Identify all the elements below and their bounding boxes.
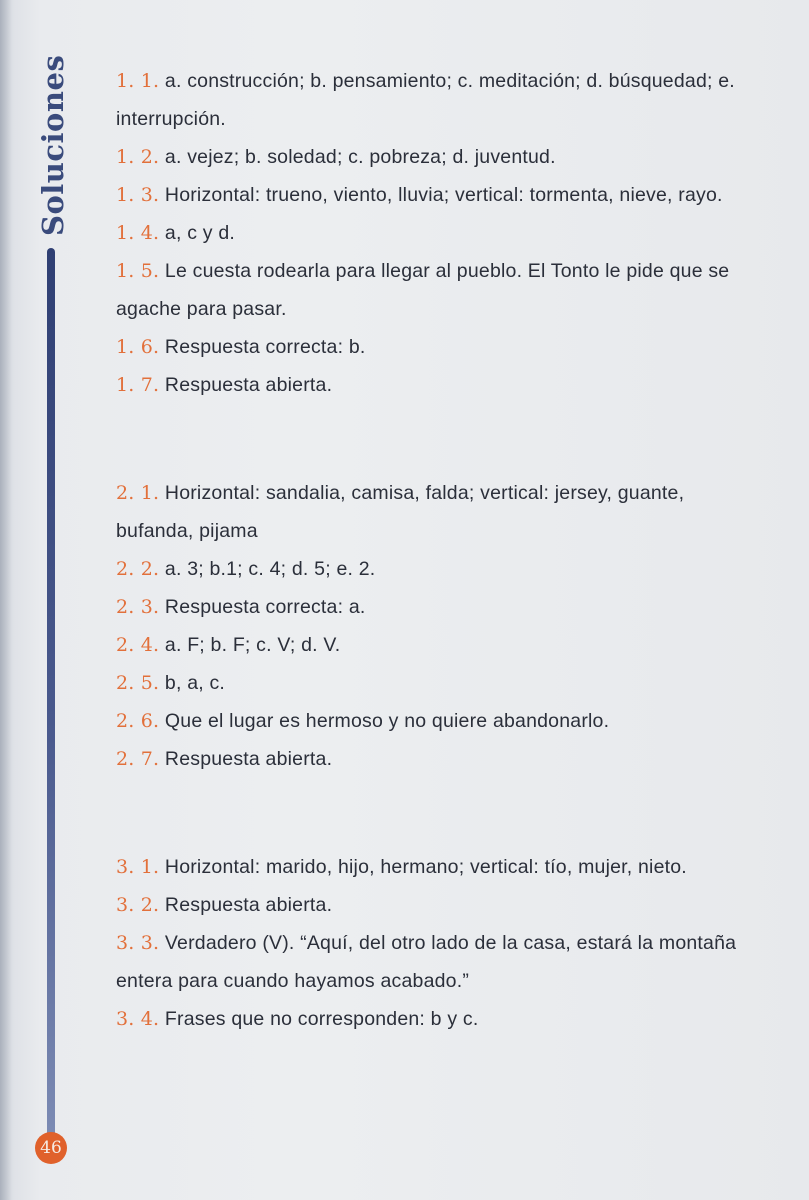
- solutions-section-1: [116, 62, 766, 404]
- solution-item: [116, 252, 766, 328]
- solution-item: [116, 550, 766, 588]
- item-text: Le cuesta rodearla para llegar al pueblo. El Tonto le pide que se agache para pasar.: [116, 260, 730, 320]
- item-number: 2. 5.: [116, 672, 160, 694]
- item-text: Respuesta abierta.: [159, 894, 333, 916]
- item-number: 1. 5.: [116, 260, 160, 282]
- solutions-section-2: [116, 474, 766, 778]
- item-number: 2. 3.: [116, 596, 160, 618]
- solution-item: [116, 740, 766, 778]
- item-text: a. vejez; b. soledad; c. pobreza; d. juventud.: [159, 146, 556, 168]
- solutions-section-3: [116, 848, 766, 1038]
- item-text: Respuesta correcta: b.: [159, 336, 366, 358]
- item-number: 1. 6.: [116, 336, 160, 358]
- item-text: Verdadero (V). “Aquí, del otro lado de la casa, estará la montaña entera para cuando hayamos acabado.”: [116, 932, 737, 992]
- item-number: 2. 7.: [116, 748, 160, 770]
- item-text: a, c y d.: [159, 222, 235, 244]
- item-text: Respuesta correcta: a.: [159, 596, 366, 618]
- solution-item: [116, 702, 766, 740]
- page-edge-shadow: [0, 0, 12, 1200]
- solution-item: [116, 886, 766, 924]
- item-number: 3. 2.: [116, 894, 160, 916]
- item-number: 1. 2.: [116, 146, 160, 168]
- section-title-vertical: Soluciones: [36, 54, 70, 236]
- item-number: 2. 2.: [116, 558, 160, 580]
- item-number: 3. 3.: [116, 932, 160, 954]
- solution-item: [116, 214, 766, 252]
- item-text: b, a, c.: [159, 672, 226, 694]
- item-number: 2. 4.: [116, 634, 160, 656]
- item-text: Horizontal: marido, hijo, hermano; vertical: tío, mujer, nieto.: [159, 856, 687, 878]
- solution-item: [116, 664, 766, 702]
- page-number-badge: 46: [35, 1132, 67, 1164]
- solution-item: [116, 924, 766, 1000]
- item-number: 3. 1.: [116, 856, 160, 878]
- item-text: Horizontal: trueno, viento, lluvia; vertical: tormenta, nieve, rayo.: [159, 184, 723, 206]
- item-text: a. 3; b.1; c. 4; d. 5; e. 2.: [159, 558, 376, 580]
- solution-item: [116, 138, 766, 176]
- item-number: 1. 7.: [116, 374, 160, 396]
- solution-item: [116, 848, 766, 886]
- solution-item: [116, 626, 766, 664]
- solutions-content: [116, 62, 766, 1038]
- item-number: 2. 6.: [116, 710, 160, 732]
- solution-item: [116, 474, 766, 550]
- solution-item: [116, 176, 766, 214]
- decorative-side-bar: [47, 248, 55, 1138]
- item-text: Respuesta abierta.: [159, 748, 333, 770]
- item-number: 1. 1.: [116, 70, 160, 92]
- item-text: Que el lugar es hermoso y no quiere abandonarlo.: [159, 710, 610, 732]
- item-number: 2. 1.: [116, 482, 160, 504]
- solution-item: [116, 1000, 766, 1038]
- item-text: Frases que no corresponden: b y c.: [159, 1008, 479, 1030]
- item-number: 1. 4.: [116, 222, 160, 244]
- solution-item: [116, 62, 766, 138]
- solution-item: [116, 366, 766, 404]
- item-text: Horizontal: sandalia, camisa, falda; vertical: jersey, guante, bufanda, pijama: [116, 482, 685, 542]
- item-text: Respuesta abierta.: [159, 374, 333, 396]
- item-number: 1. 3.: [116, 184, 160, 206]
- solution-item: [116, 588, 766, 626]
- item-text: a. construcción; b. pensamiento; c. meditación; d. búsquedad; e. interrupción.: [116, 70, 735, 130]
- solution-item: [116, 328, 766, 366]
- item-number: 3. 4.: [116, 1008, 160, 1030]
- item-text: a. F; b. F; c. V; d. V.: [159, 634, 341, 656]
